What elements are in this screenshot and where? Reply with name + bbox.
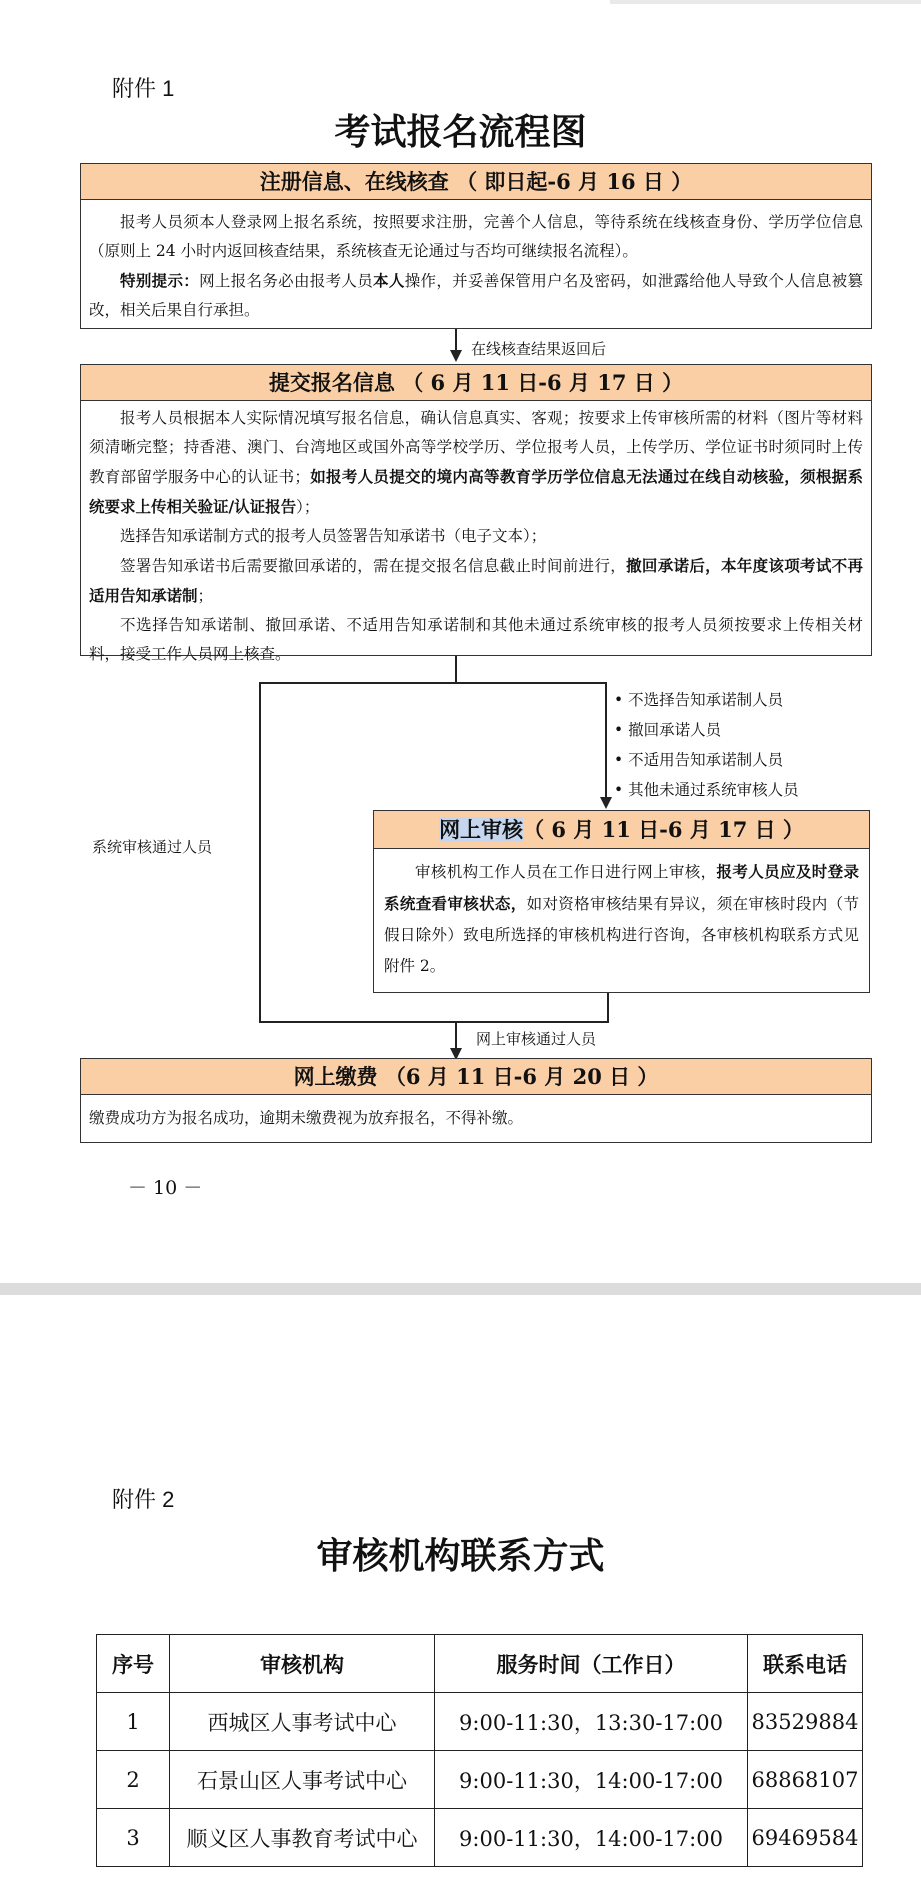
- branch-right-arrow-head: [600, 797, 612, 809]
- page-title-2: 审核机构联系方式: [316, 1535, 605, 1577]
- step-payment-header: 网上缴费 （6 月 11 日-6 月 20 日 ）: [81, 1059, 871, 1095]
- merge-bottom-line: [259, 1021, 609, 1023]
- table-header-cell: 服务时间（工作日）: [435, 1635, 748, 1693]
- branch-bullet-item: • 不适用告知承诺制人员: [614, 751, 784, 769]
- side-note-approved: 系统审核通过人员: [92, 838, 213, 856]
- branch-bullet-item: • 不选择告知承诺制人员: [614, 691, 784, 709]
- arrow-1-line: [455, 329, 457, 351]
- page-divider: [0, 1283, 921, 1295]
- step-register-box: [80, 163, 872, 329]
- branch-right-line: [605, 682, 607, 798]
- table-cell: 石景山区人事考试中心: [170, 1751, 435, 1809]
- contact-table: [96, 1634, 863, 1867]
- step-payment-box: [80, 1058, 872, 1143]
- table-cell: 3: [97, 1809, 170, 1867]
- table-cell: 西城区人事考试中心: [170, 1693, 435, 1751]
- table-cell: 2: [97, 1751, 170, 1809]
- step-register-tip: 特别提示：网上报名务必由报考人员本人操作，并妥善保管用户名及密码，如泄露给他人导致个人信息被篡改，相关后果自行承担。: [89, 271, 863, 319]
- table-cell: 9:00-11:30，14:00-17:00: [435, 1809, 748, 1867]
- step-register-text: 报考人员须本人登录网上报名系统，按照要求注册，完善个人信息，等待系统在线核查身份、学历学位信息（原则上 24 小时内返回核查结果，系统核查无论通过与否均可继续报名流程）。: [89, 213, 863, 260]
- table-header-cell: 联系电话: [748, 1635, 863, 1693]
- table-header-cell: 审核机构: [170, 1635, 435, 1693]
- step-register-header: 注册信息、在线核查 （ 即日起-6 月 16 日 ）: [81, 164, 871, 200]
- table-cell: 9:00-11:30，14:00-17:00: [435, 1751, 748, 1809]
- step-submit-para2: 选择告知承诺制方式的报考人员签署告知承诺书（电子文本）；: [120, 527, 547, 545]
- table-header-row: [97, 1635, 863, 1693]
- branch-stem: [455, 656, 457, 682]
- table-cell: 68868107: [748, 1751, 863, 1809]
- attachment-label-2: 附件 2: [112, 1487, 175, 1512]
- step-submit-header: 提交报名信息 （ 6 月 11 日-6 月 17 日 ）: [81, 365, 871, 401]
- step-review-header: 网上审核（ 6 月 11 日-6 月 17 日 ）: [374, 811, 869, 849]
- page-number: － 10 －: [128, 1177, 203, 1199]
- table-header-cell: 序号: [97, 1635, 170, 1693]
- branch-bullet-list: [614, 685, 799, 805]
- step-payment-text: 缴费成功方为报名成功，逾期未缴费视为放弃报名，不得补缴。: [89, 1109, 524, 1127]
- branch-bullet-item: • 其他未通过系统审核人员: [614, 781, 799, 799]
- arrow-3-note: 网上审核通过人员: [476, 1030, 597, 1048]
- table-cell: 83529884: [748, 1693, 863, 1751]
- step-submit-para3: 签署告知承诺书后需要撤回承诺的，需在提交报名信息截止时间前进行，撤回承诺后，本年度该项考试不再适用告知承诺制；: [89, 556, 863, 605]
- step-submit-box: [80, 364, 872, 663]
- branch-top-line: [259, 682, 606, 684]
- step-review-box: [373, 810, 870, 993]
- step-submit-para1: 报考人员根据本人实际情况填写报名信息，确认信息真实、客观；按要求上传审核所需的材料（图片等材料须清晰完整；持香港、澳门、台湾地区或国外高等学校学历、学位报考人员，上传学历、学位证书时须同时上传教育部留学服务中心的认证书；如报考人员提交的境内高等教育学历学位信息无法通过在线自动核验，须根据系统要求上传相关验证/认证报告）；: [89, 409, 863, 516]
- top-edge-strip: [610, 0, 921, 4]
- step-review-header-highlight: 网上审核: [439, 817, 524, 842]
- table-row: [97, 1751, 863, 1809]
- arrow-1-head: [450, 350, 462, 362]
- table-cell: 9:00-11:30，13:30-17:00: [435, 1693, 748, 1751]
- page-title: 考试报名流程图: [334, 111, 587, 153]
- table-row: [97, 1693, 863, 1751]
- branch-bullet-item: • 撤回承诺人员: [614, 721, 722, 739]
- branch-left-line: [259, 682, 261, 1022]
- step-review-text: 审核机构工作人员在工作日进行网上审核，报考人员应及时登录系统查看审核状态，如对资格审核结果有异议，须在审核时段内（节假日除外）致电所选择的审核机构进行咨询，各审核机构联系方式见附件 2。: [384, 862, 859, 975]
- arrow-1-note: 在线核查结果返回后: [471, 340, 607, 358]
- table-row: [97, 1809, 863, 1867]
- table-cell: 69469584: [748, 1809, 863, 1867]
- attachment-label: 附件 1: [112, 76, 175, 101]
- step-submit-para4: 不选择告知承诺制、撤回承诺、不适用告知承诺制和其他未通过系统审核的报考人员须按要求上传相关材料，接受工作人员网上核查。: [89, 616, 863, 663]
- table-cell: 1: [97, 1693, 170, 1751]
- table-cell: 顺义区人事教育考试中心: [170, 1809, 435, 1867]
- merge-right-line: [607, 993, 609, 1022]
- arrow-3-line: [455, 1021, 457, 1051]
